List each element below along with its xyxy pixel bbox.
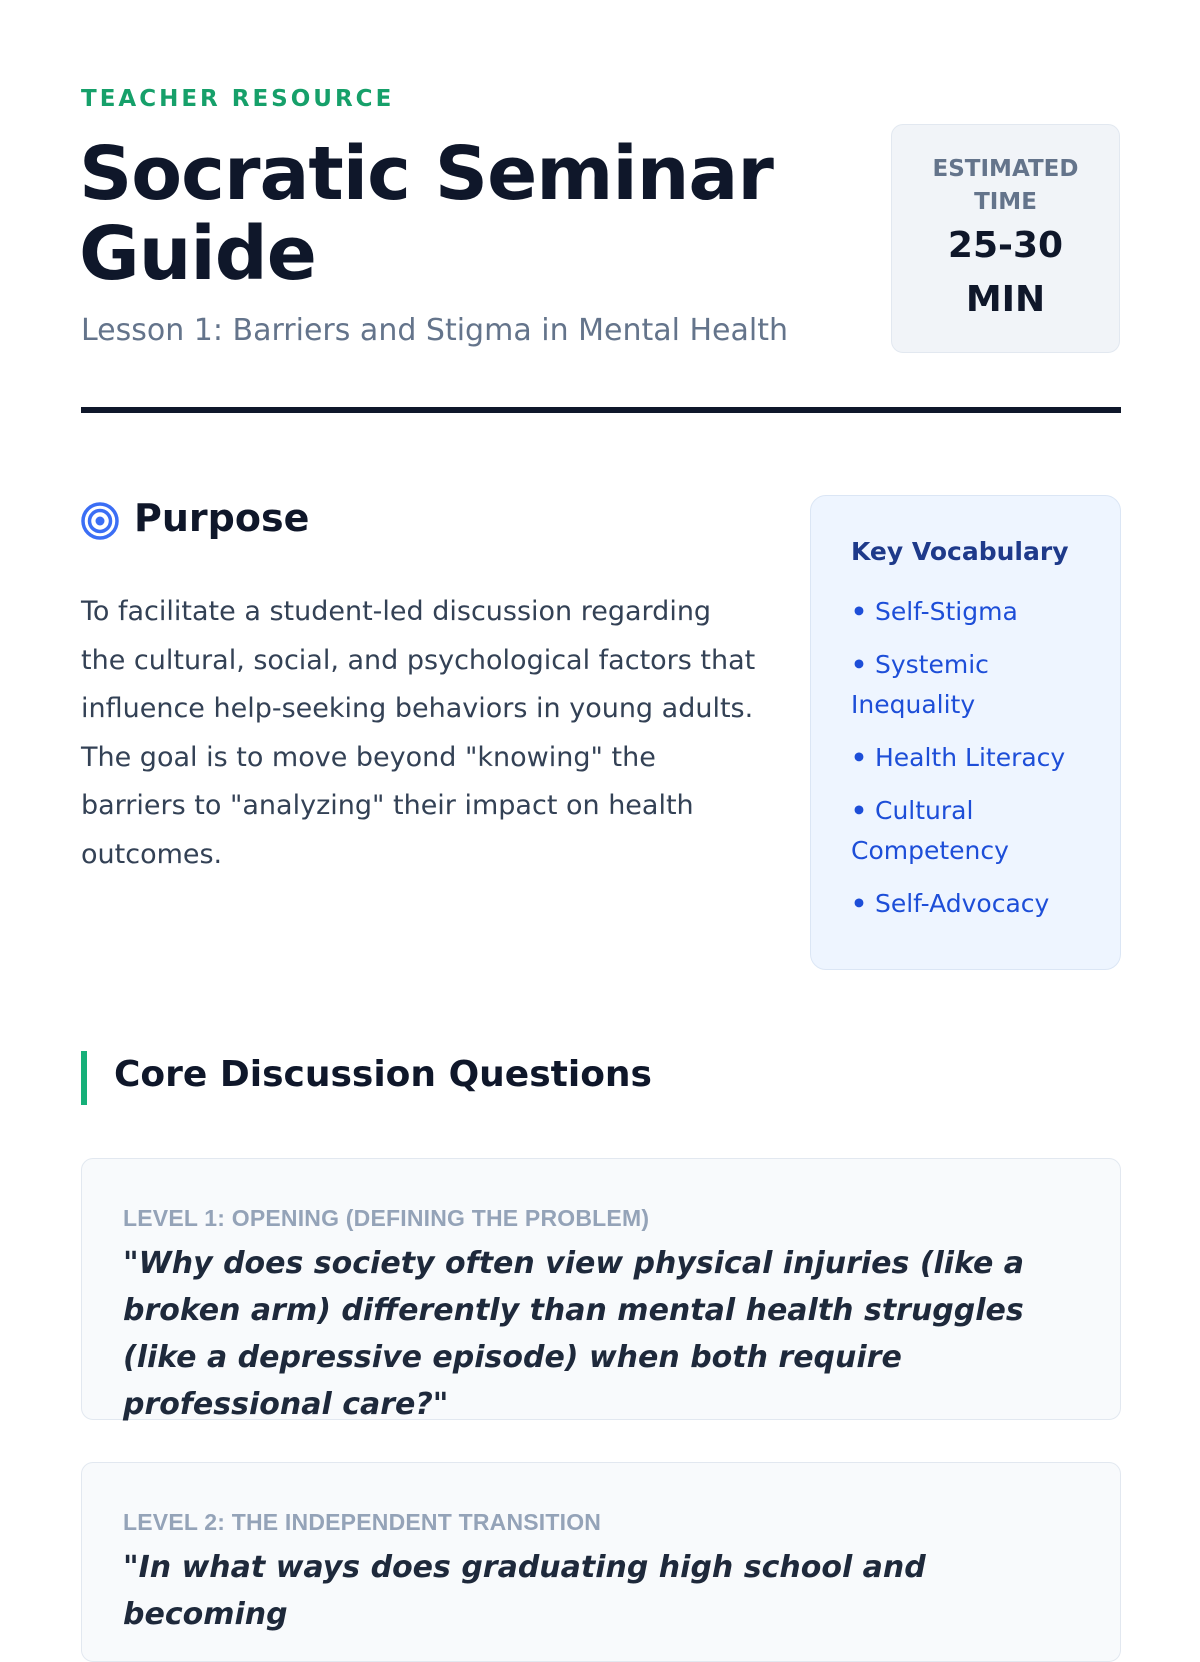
estimated-time-value: 25-30 MIN: [947, 225, 1064, 320]
question-text: "In what ways does graduating high school and becoming: [123, 1550, 926, 1632]
key-vocabulary-card: [810, 495, 1121, 970]
target-icon: [81, 502, 119, 540]
bullet-icon: •: [851, 597, 867, 626]
bullet-icon: •: [851, 796, 867, 825]
vocabulary-term: Health Literacy: [874, 743, 1066, 772]
bullet-icon: •: [851, 889, 867, 918]
lesson-subtitle: Lesson 1: Barriers and Stigma in Mental Health: [81, 313, 789, 348]
question-card: [81, 1462, 1121, 1662]
estimated-time-label: ESTIMATED TIME: [932, 156, 1079, 215]
vocabulary-term: Systemic Inequality: [851, 650, 989, 719]
purpose-heading: Purpose: [134, 496, 310, 540]
vocabulary-title: Key Vocabulary: [851, 537, 1069, 566]
vocabulary-item: [851, 592, 1090, 632]
header-divider: [81, 407, 1121, 413]
bullet-icon: •: [851, 743, 867, 772]
core-questions-heading: Core Discussion Questions: [114, 1054, 652, 1095]
question-level-label: LEVEL 1: OPENING (DEFINING THE PROBLEM): [123, 1205, 650, 1231]
vocabulary-term: Cultural Competency: [851, 796, 1009, 865]
vocabulary-term: Self-Stigma: [874, 597, 1018, 626]
vocabulary-term: Self-Advocacy: [874, 889, 1050, 918]
purpose-text: To facilitate a student-led discussion regarding the cultural, social, and psychological factors that influence help-seeking behaviors in young adults. The goal is to move beyond "knowing" the barriers to "analyzing" their impact on health outcomes.: [81, 596, 756, 870]
question-card: [81, 1158, 1121, 1420]
section-accent-bar: [81, 1051, 87, 1105]
vocabulary-item: [851, 884, 1090, 924]
vocabulary-item: [851, 645, 1090, 725]
vocabulary-item: [851, 791, 1090, 871]
eyebrow-label: TEACHER RESOURCE: [81, 86, 395, 112]
estimated-time-card: [891, 124, 1120, 353]
page-title: Socratic Seminar Guide: [79, 131, 773, 297]
bullet-icon: •: [851, 650, 867, 679]
vocabulary-list: [851, 592, 1090, 924]
question-text: "Why does society often view physical injuries (like a broken arm) differently than mental health struggles (like a depressive episode) when both require professional care?": [123, 1246, 1025, 1422]
vocabulary-item: [851, 738, 1090, 778]
question-level-label: LEVEL 2: THE INDEPENDENT TRANSITION: [123, 1509, 602, 1535]
